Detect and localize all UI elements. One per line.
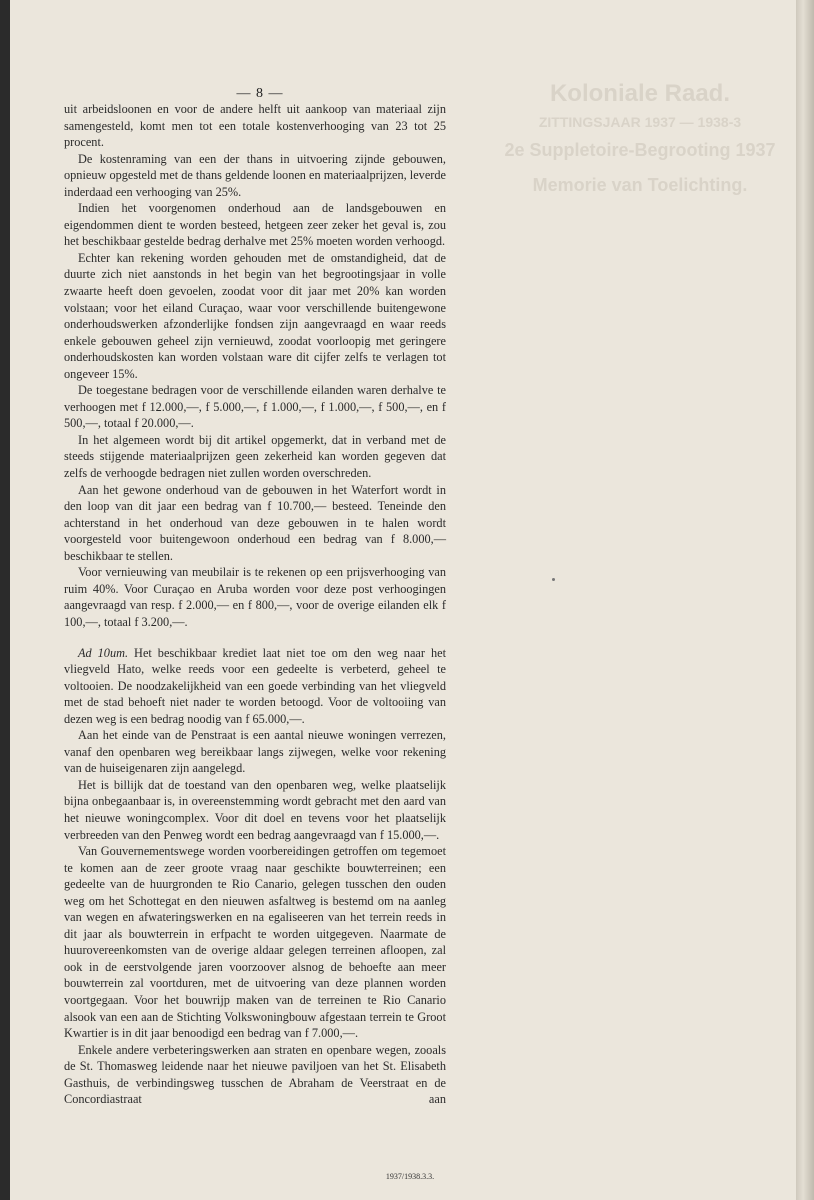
ghost-line-4: Memorie van Toelichting. [532,175,748,195]
paragraph: Aan het einde van de Penstraat is een aantal nieuwe woningen verrezen, vanaf den openbaren weg bereikbaar langs zijwegen, welke voor rekening van de huiseigenaren zijn aangelegd. [64,728,446,776]
body-text [64,101,446,1108]
paragraph: Van Gouvernementswege worden voorbereidingen getroffen om tegemoet te komen aan de zeer groote vraag naar geschikte bouwterreinen; een gedeelte van de huurgronden te Rio Canario, gelegen tusschen den ouden weg om het Schottegat en den nieuwen asfaltweg is bestemd om na aanleg van wegen en afwateringswerken en na egaliseeren van het terrein reeds in dit jaar als bouwterrein in erfpacht te worden uitgegeven. Naarmate de huurovereenkomsten van de overige aldaar gelegen terreinen afloopen, zal ook in de eerstvolgende jaren voorzoover alsnog de behoefte aan meer bouwterrein zal voortduren, met de uitvoering van deze plannen worden voortgegaan. Voor het bouwrijp maken van de terreinen te Rio Canario alsook van een aan de Stichting Volkswoningbouw afgestaan terrein te Groot Kwartier is in dit jaar benoodigd een bedrag van f 7.000,—. [64,844,446,1041]
paragraph: Enkele andere verbeteringswerken aan straten en openbare wegen, zooals de St. Thomasweg leidende naar het nieuwe paviljoen van het St. Elisabeth Gasthuis, de verbindingsweg tusschen de Abraham de Veerstraat en de Concordiastraat aan [64,1042,446,1107]
paragraph: Echter kan rekening worden gehouden met de omstandigheid, dat de duurte zich niet aanstonds in het begin van het begrootingsjaar in volle zwaarte heeft doen gevoelen, zoodat voor dit jaar met 20% kan worden volstaan; voor het eiland Curaçao, waar voor verschillende buitengewone onderhoudswerken afzonderlijke fondsen zijn aangevraagd en waar reeds enkele gebouwen geheel zijn vernieuwd, zoodat voorloopig met geringere onderhoudskosten kan worden volstaan ware dit cijfer zelfs te verlagen tot ongeveer 15%. [64,250,446,381]
show-through-heading [480,80,800,196]
paragraph: uit arbeidsloonen en voor de andere helft uit aankoop van materiaal zijn samengesteld, komt men tot een totale kostenverhooging van 23 tot 25 procent. [64,102,446,150]
paragraph: De kostenraming van een der thans in uitvoering zijnde gebouwen, opnieuw opgesteld met de thans geldende loonen en materiaalprijzen, leverde inderdaad een verhooging van 25%. [64,151,446,199]
paragraph: Aan het gewone onderhoud van de gebouwen in het Waterfort wordt in den loop van dit jaar een bedrag van f 10.700,— besteed. Teneinde den achterstand in het onderhoud van deze gebouwen in te halen wordt voorgesteld voor buitengewoon onderhoud een bedrag van f 8.000,— beschikbaar te stellen. [64,482,446,563]
paragraph: Indien het voorgenomen onderhoud aan de landsgebouwen en eigendommen dient te worden besteed, hetgeen zeer zeker het geval is, zou het beschikbaar gestelde bedrag derhalve met 25% moeten worden verhoogd. [64,201,446,249]
paragraph: De toegestane bedragen voor de verschillende eilanden waren derhalve te verhoogen met f 12.000,—, f 5.000,—, f 1.000,—, f 1.000,—, f 500,—, en f 500,—, totaal f 20.000,—. [64,383,446,431]
footer-code: 1937/1938.3.3. [385,1172,435,1181]
ghost-line-2: ZITTINGSJAAR 1937 — 1938-3 [538,114,742,130]
ghost-line-1: Koloniale Raad. [549,80,731,107]
paragraph-ad-10um [64,645,446,728]
paragraph-text: Het beschikbaar krediet laat niet toe om den weg naar het vliegveld Hato, welke reeds voor een gedeelte is verbeterd, geheel te voltooien. De noodzakelijkheid van een goede verbinding van het vliegveld met de stad behoeft niet nader te worden betoogd. Voor de voltooiing van dezen weg is een bedrag noodig van f 65.000,—. [64,645,446,726]
paragraph: Voor vernieuwing van meubilair is te rekenen op een prijsverhooging van ruim 40%. Voor Curaçao en Aruba worden voor deze post verhoogingen aangevraagd van resp. f 2.000,— en f 800,—, voor de overige eilanden elk f 100,—, totaal f 3.200,—. [64,565,446,629]
ghost-line-3: 2e Suppletoire-Begrooting 1937 [504,140,776,160]
article-reference: Ad 10um. [78,645,129,660]
binding-strip [0,0,10,1200]
speck [552,578,555,581]
paragraph: In het algemeen wordt bij dit artikel opgemerkt, dat in verband met de steeds stijgende materiaalprijzen geen zekerheid kan worden gegeven dat zelfs de verhoogde bedragen niet zullen worden overschreden. [64,432,446,481]
paragraph: Het is billijk dat de toestand van den openbaren weg, welke plaatselijk bijna onbegaanbaar is, in overeenstemming wordt gebracht met den aard van het nieuwe woningcomplex. Voor dit doel en tevens voor het plaatselijk verbreeden van den Penweg wordt een bedrag aangevraagd van f 15.000,—. [64,777,446,842]
page-number: — 8 — [236,86,284,101]
